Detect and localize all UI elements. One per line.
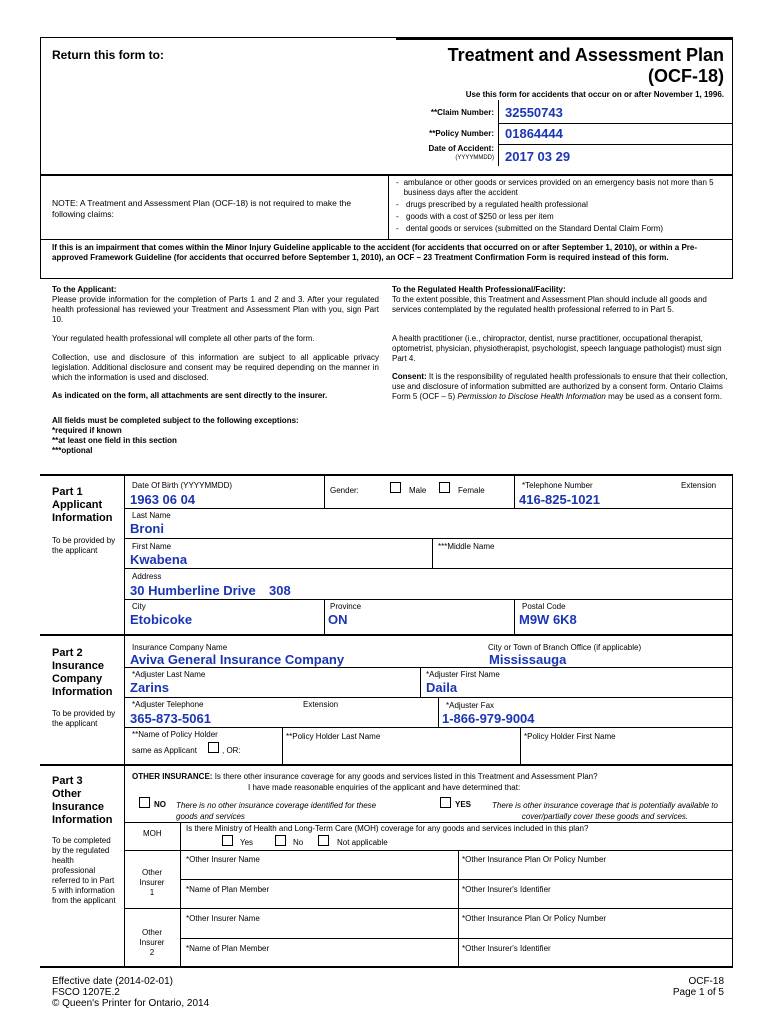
insurance-company-label: Insurance Company Name (132, 643, 228, 652)
exception-3: ***optional (52, 446, 93, 455)
fax-divider (438, 697, 439, 727)
p2-row2-rule (124, 697, 732, 698)
p1-row1-rule (124, 508, 732, 509)
part3-title-1: Part 3 (52, 775, 83, 787)
or-label: , OR: (222, 746, 241, 755)
other-insurance-label: OTHER INSURANCE: (132, 772, 213, 781)
moh-bottom-rule (124, 850, 732, 851)
impairment-note: If this is an impairment that comes within the Minor Injury Guideline applicable to the accident (for accidents that occurred on or after September 1, 2010), or within a Pre-approved Framework Guideline (for accidents that occurred before September 1, 2010), an OCF – 23 Treatment Confirmation Form is required instead of this form. (52, 243, 698, 262)
policy-number-value[interactable]: 01864444 (505, 126, 563, 141)
consent-label: Consent: (392, 372, 427, 381)
professional-instructions (392, 285, 728, 402)
effective-date: Effective date (2014-02-01) (52, 976, 174, 987)
adjuster-first-divider (420, 667, 421, 697)
branch-label: City or Town of Branch Office (if applicable) (488, 643, 642, 652)
professional-heading: To the Regulated Health Professional/Facility: (392, 285, 566, 294)
yes-other-insurance-checkbox[interactable] (440, 797, 451, 808)
insurer1-plan-label: *Other Insurance Plan Or Policy Number (462, 855, 607, 864)
part1-title (52, 486, 113, 525)
note-item: - ambulance or other goods or services provided on an emergency basis not more than 5 business days after the accident (396, 178, 714, 197)
adjuster-first-label: *Adjuster First Name (426, 670, 500, 679)
form-title: Treatment and Assessment Plan (447, 45, 724, 65)
moh-no-checkbox[interactable] (275, 835, 286, 846)
insurer-2-line-3: 2 (149, 948, 155, 957)
part3-sub: To be completed by the regulated health professional referred to in Part 5 with information from the applicant (52, 836, 116, 905)
insurer-1-line-2: Insurer (139, 878, 165, 887)
postal-divider (514, 599, 515, 634)
extension-label: Extension (681, 481, 717, 490)
applicant-instructions (52, 285, 379, 456)
part1-title-1: Part 1 (52, 486, 83, 498)
insurer-2-line-1: Other (141, 928, 162, 937)
moh-top-rule (124, 822, 732, 823)
moh-divider (180, 822, 181, 850)
part1-title-3: Information (52, 512, 113, 524)
part2-bottom-rule (40, 764, 733, 766)
note-item: - dental goods or services (submitted on the Standard Dental Claim Form) (396, 224, 664, 233)
part2-sub: To be provided by the applicant (52, 709, 116, 728)
part2-title (52, 647, 113, 699)
insurance-company-value[interactable]: Aviva General Insurance Company (130, 652, 345, 667)
part2-title-1: Part 2 (52, 647, 83, 659)
claim-number-value[interactable]: 32550743 (505, 105, 563, 120)
exception-1: *required if known (52, 426, 122, 435)
insurer-1-label (126, 868, 178, 898)
no-other-insurance-checkbox[interactable] (139, 797, 150, 808)
insurer2-name-label: *Other Insurer Name (186, 914, 260, 923)
dob-label: Date Of Birth (YYYYMMDD) (132, 481, 233, 490)
holder-last-label: **Policy Holder Last Name (286, 732, 381, 741)
part1-top-rule (40, 474, 733, 476)
enquiry-text: I have made reasonable enquiries of the applicant and have determined that: (248, 783, 521, 792)
consent-text: It is the responsibility of regulated health professionals to ensure that their collection, use and disclosure of information submitted are authorized by a consent form. Ontario Claims Form 5 (OCF – 5) (392, 372, 728, 401)
policy-holder-label: **Name of Policy Holder (132, 730, 218, 739)
header-col-divider (498, 100, 499, 166)
part1-right-border (732, 476, 733, 634)
page-number: Page 1 of 5 (672, 987, 724, 998)
p1-row3-rule (124, 568, 732, 569)
city-value[interactable]: Etobicoke (130, 612, 193, 627)
adjuster-last-label: *Adjuster Last Name (132, 670, 206, 679)
last-name-label: Last Name (132, 511, 171, 520)
use-note: Use this form for accidents that occur on or after November 1, 1996. (465, 90, 724, 99)
footer-right (673, 976, 724, 998)
professional-p2: A health practitioner (i.e., chiropractor, dentist, nurse practitioner, occupational therapist, optometrist, physician, physiotherapist, psychologist, speech language pathologist) must sign Part 4. (392, 334, 722, 363)
part3-right-border (732, 766, 733, 966)
note-item: - drugs prescribed by a regulated health professional (396, 200, 588, 209)
moh-no-label: No (293, 838, 304, 847)
no-text: There is no other insurance coverage identified for these goods and services (176, 801, 377, 821)
insurer-2-line-2: Insurer (139, 938, 165, 947)
moh-yes-label: Yes (240, 838, 254, 847)
part3-title-4: Information (52, 814, 113, 826)
p2-row1-rule (124, 667, 732, 668)
insurer2-divider (180, 908, 181, 966)
postal-label: Postal Code (522, 602, 566, 611)
consent-paragraph (392, 372, 728, 402)
moh-na-checkbox[interactable] (318, 835, 329, 846)
part2-label-divider (124, 636, 125, 764)
form-code: (OCF-18) (648, 66, 724, 86)
part3-title (52, 775, 113, 827)
same-as-applicant-checkbox[interactable] (208, 742, 219, 753)
part2-title-2: Insurance (52, 660, 104, 672)
adjuster-fax-value[interactable]: 1-866-979-9004 (442, 711, 535, 726)
adjuster-last-value[interactable]: Zarins (130, 680, 170, 695)
insurer2-id-label: *Other Insurer's Identifier (462, 944, 551, 953)
middle-divider (432, 538, 433, 568)
note-item: - goods with a cost of $250 or less per item (396, 212, 554, 221)
tel-divider (514, 476, 515, 508)
male-checkbox[interactable] (390, 482, 401, 493)
part2-title-3: Company (52, 673, 103, 685)
part2-right-border (732, 636, 733, 764)
accident-date-value[interactable]: 2017 03 29 (505, 149, 571, 164)
male-label: Male (409, 486, 427, 495)
part1-sub: To be provided by the applicant (52, 536, 116, 555)
yes-text: There is other insurance coverage that is potentially available to cover/partially cover these goods and services. (492, 801, 718, 821)
insurer1-id-label: *Other Insurer's Identifier (462, 885, 551, 894)
applicant-p3: Collection, use and disclosure of this information are subject to all applicable privacy legislation. Additional disclosure and consent may be required depending on the manner in which the information is used and disclosed. (52, 353, 379, 382)
accident-date-label: Date of Accident: (428, 144, 494, 153)
footer-form-code: OCF-18 (688, 976, 724, 987)
exception-2: **at least one field in this section (52, 436, 177, 445)
female-label: Female (458, 486, 485, 495)
adjuster-ext-label: Extension (303, 700, 339, 709)
insurer2-member-label: *Name of Plan Member (186, 944, 270, 953)
moh-label: MOH (143, 829, 162, 838)
gender-label: Gender: (330, 486, 359, 495)
insurer1-bottom-rule (124, 908, 732, 909)
same-as-applicant-label: same as Applicant (132, 746, 197, 755)
fsco-code: FSCO 1207E.2 (52, 987, 120, 998)
address-label: Address (132, 572, 162, 581)
p2-row3-rule (124, 727, 732, 728)
part3-title-2: Other (52, 788, 82, 800)
part1-label-divider (124, 476, 125, 634)
female-checkbox[interactable] (439, 482, 450, 493)
p1-row4-rule (124, 599, 732, 600)
adjuster-tel-value[interactable]: 365-873-5061 (130, 711, 211, 726)
note-text: NOTE: A Treatment and Assessment Plan (OCF-18) is not required to make the following claims: (52, 198, 352, 219)
adjuster-fax-label: *Adjuster Fax (446, 701, 495, 710)
no-label: NO (154, 800, 166, 809)
insurer1-name-label: *Other Insurer Name (186, 855, 260, 864)
insurer1-member-label: *Name of Plan Member (186, 885, 270, 894)
part1-title-2: Applicant (52, 499, 103, 511)
other-insurance-question (132, 772, 728, 781)
tel-value[interactable]: 416-825-1021 (519, 492, 600, 507)
professional-p1: To the extent possible, this Treatment and Assessment Plan should include all goods and services contemplated by the regulated health professional referred to in Part 5. (392, 295, 707, 314)
adjuster-first-value[interactable]: Daila (426, 680, 458, 695)
claim-underline (498, 123, 733, 124)
printer-copyright: © Queen's Printer for Ontario, 2014 (52, 998, 210, 1009)
first-name-value[interactable]: Kwabena (130, 552, 188, 567)
consent-end: may be used as a consent form. (605, 392, 722, 401)
holder-last-divider (282, 727, 283, 764)
fields-note: All fields must be completed subject to the following exceptions: (52, 416, 299, 425)
province-value[interactable]: ON (328, 612, 348, 627)
holder-first-divider (520, 727, 521, 764)
applicant-p1: Please provide information for the completion of Parts 1 and 2 and 3. After your regulated health professional has reviewed your Treatment and Assessment Plan with you, sign Part 10. (52, 295, 379, 324)
address-value[interactable]: 30 Humberline Drive (130, 583, 256, 598)
note-divider (388, 175, 389, 239)
branch-value[interactable]: Mississauga (489, 652, 567, 667)
dob-value[interactable]: 1963 06 04 (130, 492, 196, 507)
part3-label-divider (124, 766, 125, 966)
insurer-1-line-1: Other (141, 868, 162, 877)
footer-left (52, 976, 209, 1009)
insurer-1-line-3: 1 (149, 888, 155, 897)
policy-underline (498, 144, 733, 145)
city-label: City (132, 602, 146, 611)
middle-name-label: ***Middle Name (438, 542, 495, 551)
insurer-2-label (126, 928, 178, 958)
applicant-p2: Your regulated health professional will complete all other parts of the form. (52, 334, 315, 343)
note-list (396, 178, 728, 234)
insurer2-plan-label: *Other Insurance Plan Or Policy Number (462, 914, 607, 923)
address-unit[interactable]: 308 (269, 583, 291, 598)
policy-number-label: **Policy Number: (429, 129, 494, 138)
moh-yes-checkbox[interactable] (222, 835, 233, 846)
province-divider (324, 599, 325, 634)
insurer2-plan-divider (458, 908, 459, 966)
province-label: Province (330, 602, 362, 611)
part3-title-3: Insurance (52, 801, 104, 813)
dob-divider (324, 476, 325, 508)
consent-form-name: Permission to Disclose Health Information (457, 392, 606, 401)
tel-label: *Telephone Number (522, 481, 593, 490)
yes-label: YES (455, 800, 472, 809)
moh-na-label: Not applicable (337, 838, 388, 847)
part2-title-4: Information (52, 686, 113, 698)
applicant-heading: To the Applicant: (52, 285, 117, 294)
part1-bottom-rule (40, 634, 733, 636)
first-name-label: First Name (132, 542, 172, 551)
accident-date-format: (YYYYMMDD) (455, 155, 494, 161)
insurer2-mid-rule (180, 938, 732, 939)
moh-question: Is there Ministry of Health and Long-Term Care (MOH) coverage for any goods and services included in this plan? (186, 824, 589, 833)
adjuster-tel-label: *Adjuster Telephone (132, 700, 204, 709)
last-name-value[interactable]: Broni (130, 521, 164, 536)
applicant-p4: As indicated on the form, all attachments are sent directly to the insurer. (52, 391, 328, 400)
claim-number-label: **Claim Number: (430, 108, 494, 117)
return-to-label: Return this form to: (52, 48, 164, 62)
header-rule (396, 37, 733, 40)
postal-value[interactable]: M9W 6K8 (519, 612, 577, 627)
note-rule (40, 239, 733, 240)
other-insurance-text: Is there other insurance coverage for any goods and services listed in this Treatment and Assessment Plan? (214, 772, 598, 781)
insurer1-mid-rule (180, 879, 732, 880)
part3-bottom-rule (40, 966, 733, 968)
holder-first-label: *Policy Holder First Name (524, 732, 616, 741)
p1-row2-rule (124, 538, 732, 539)
